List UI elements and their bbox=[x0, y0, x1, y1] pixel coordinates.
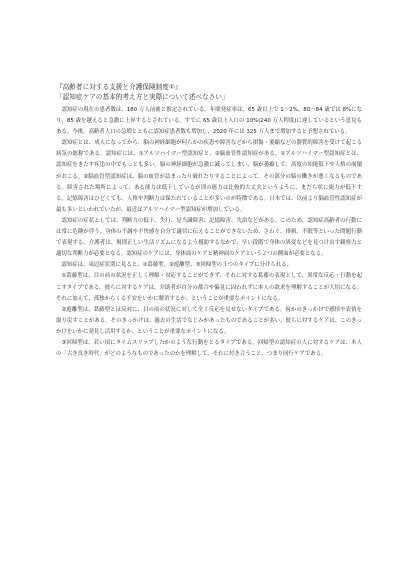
paragraph-types-overview: 認知症は、周辺症状別に見ると、①葛藤型、②遊離型、③回帰型の３つのタイプに分けられる。 bbox=[61, 262, 293, 269]
paragraph-regressive-type: ③回帰型は、若い頃にタイムスリップしたかのような行動をとるタイプである。回帰型の認知症の人に対するケアは、本人の「古き良き時代」がどのようなものであったのかを理解して、それに付き合うこと、つまり同行ケアである。 bbox=[56, 339, 362, 358]
document-body bbox=[56, 82, 362, 360]
paragraph-symptoms: 認知症の症状としては、判断力の低下、失行、見当識障害、記憶障害、失語などがある。このため、認知症高齢者の行動には常に危険が伴う。身体の不調や不快感を自分で適切に伝えることができないため、さわぐ、徘徊、不眠等といった問題行動で表現する。介護者は、規則正しい生活リズムになるよう援助するなかで、早い段階で身体の異変などを見つけ出す観察力と適切な判断力が必要となる。認知症のケアには、身体面のケアと精神面のケアという２つの側面が必要となる。 bbox=[56, 217, 362, 258]
paragraph-detached-type: ②遊離型は、葛藤型とは反対に、目の前の状況に対して全く反応を見せないタイプである。何かのきっかけで感情や表情を取り戻すことがある。そのきっかけは、過去の生活でなじみがあったものであることが多い。彼らに対するケアは、このきっかけをいかに発見し活用するか、ということが重要なポイントになる。 bbox=[56, 306, 362, 335]
paragraph-definition: 認知症とは、成人になってから、脳の神経細胞が何らかの疾患や障害などから損傷・萎縮などの器質的障害を受けて起こる病気の総称である。認知症には、①アルツハイマー型認知症と、②脳血管性認知症がある。①アルツハイマー型認知症とは、認知症をきたす疾患の中でもっとも多い。脳の神経細胞が急激に減ってしまい、脳が萎縮して、高度の知能低下や人格の崩壊がおこる。②脳血管型認知症は、脳の血管が詰まったり破れたりすることによって、その部分の脳の働きが悪くなるものである。障害された場所によって、ある能力は低下しているが別の能力は比較的大丈夫というように、まだら状に能力が低下する。記憶障害はひどくても、人格や判断力は保たれていることが多いのが特徴である。日本では、以前より脳血管性認知症が最も多いといわれていたが、最近はアルツハイマー型認知症が増加している。 bbox=[56, 140, 362, 213]
document-title: 『高齢者に対する支援と介護保険制度①』 bbox=[56, 83, 182, 91]
paragraph-conflict-type: ①葛藤型は、目の前の状況を正しく理解・対応することができず、それに対する葛藤の表現として、異常な反応・行動を起こすタイプである。彼らに対するケアは、介助者が自分の都合や偏見に囚われずに本人の欲求を理解することが大切になる。それに加えて、孤独からくる不安をいかに解消するか、ということが重要なポイントになる。 bbox=[56, 273, 362, 302]
paragraph-prevalence: 認知症の現在の患者数は、180 万人前後と推定されている。年間発症率は、65 歳以上で 1〜2%、80〜84 歳では 8%になり、85 歳を越えると急激に上昇するとされている。すでに 65 歳以上人口の 10%(240 万人程度)に達しているという意見もある。今後、高齢者人口の急増とともに認知症患者数も増加し、2020 年には 325 万人まで増加すると予想されている。 bbox=[56, 107, 362, 136]
document-subtitle: 「認知症ケアの基本的考え方と実際について述べなさい」 bbox=[56, 93, 229, 101]
